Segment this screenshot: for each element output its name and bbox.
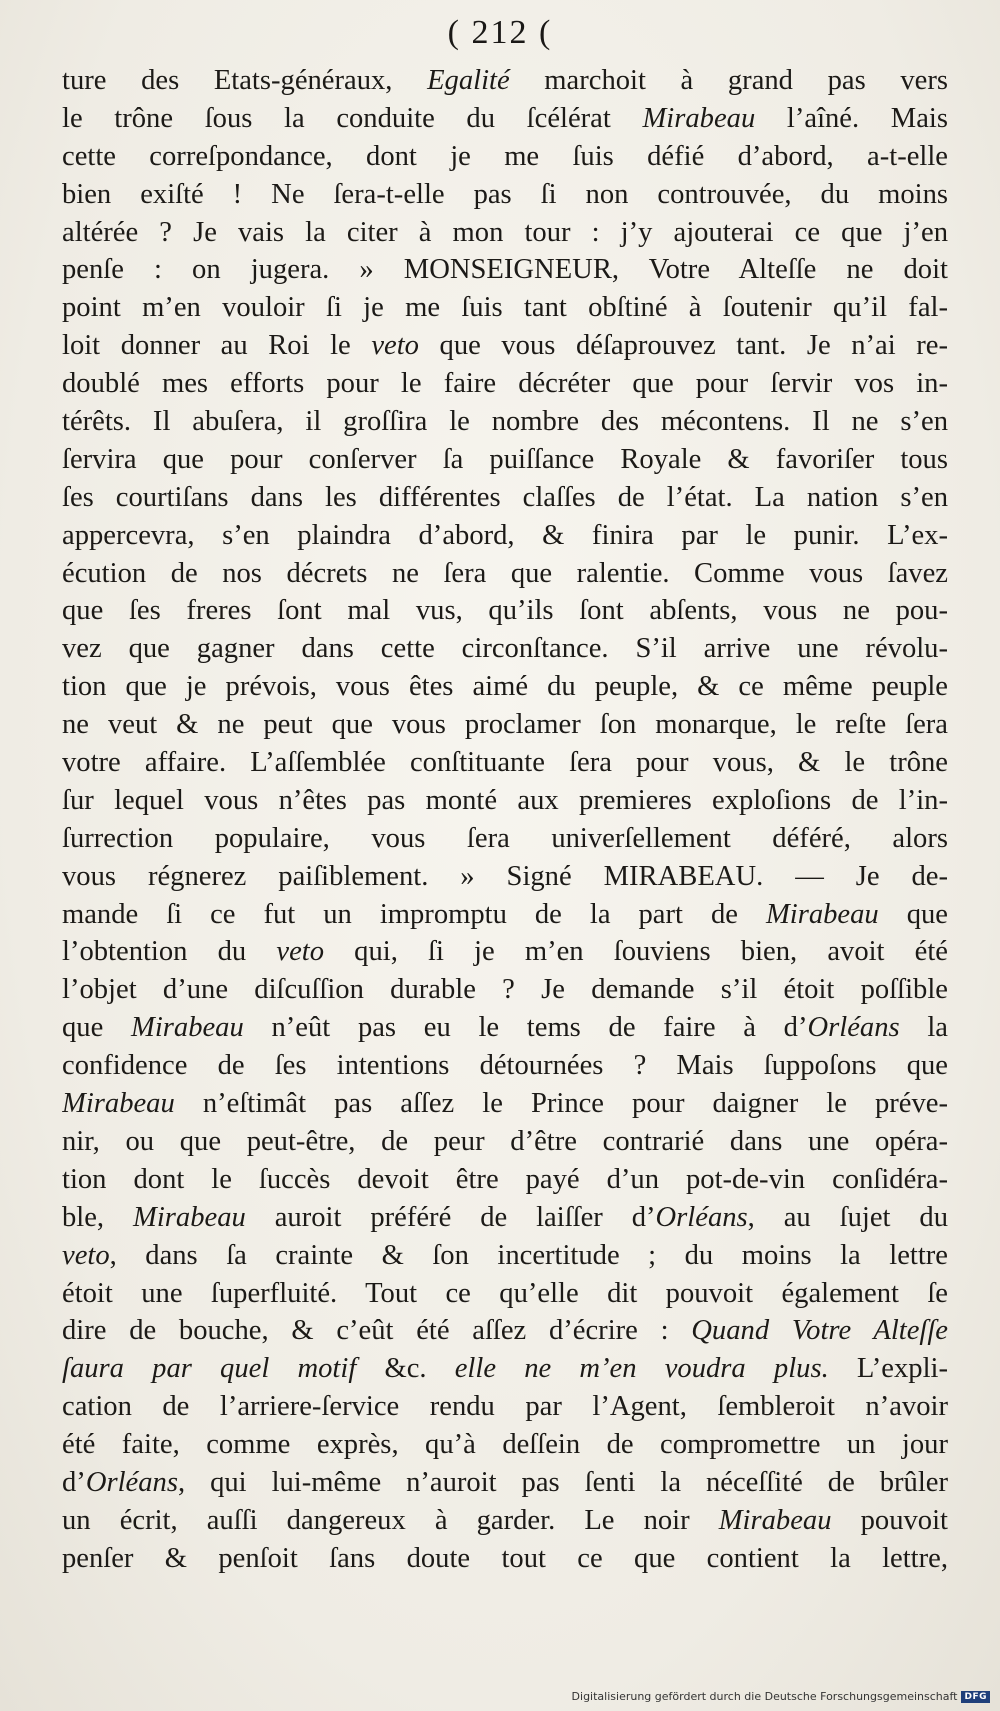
text-segment: l’objet d’une diſcuſſion durable ? Je demande s’il étoit poſſible xyxy=(62,974,948,1006)
text-segment: marchoit à grand pas vers xyxy=(509,65,948,96)
text-line xyxy=(62,214,948,252)
text-segment: ſes courtiſans dans les différentes claſſes de l’état. La nation s’en xyxy=(62,481,948,513)
text-segment: l’aîné. Mais xyxy=(755,102,948,134)
text-line xyxy=(62,555,948,593)
text-line xyxy=(62,1199,948,1237)
text-line xyxy=(62,251,948,289)
text-segment: ne veut & ne peut que vous proclamer ſon monarque, le reſte ſera xyxy=(62,709,948,741)
text-line xyxy=(62,858,948,896)
italic-segment: ſaura par quel motif xyxy=(62,1353,357,1385)
text-line xyxy=(62,1502,948,1540)
text-segment: cette correſpondance, dont je me ſuis défié d’abord, a-t-elle xyxy=(62,140,948,172)
text-segment: le trône ſous la conduite du ſcélérat xyxy=(62,102,643,134)
text-segment: que xyxy=(62,1012,131,1044)
page-number: ( 212 ( xyxy=(447,14,553,51)
text-line xyxy=(62,441,948,479)
italic-segment: veto xyxy=(62,1239,110,1271)
footer-credit xyxy=(572,1690,990,1703)
text-segment: que vous déſaprouvez tant. Je n’ai re- xyxy=(418,330,948,362)
text-segment: mande ſi ce fut un impromptu de la part de xyxy=(62,898,766,930)
text-line xyxy=(62,782,948,820)
text-line xyxy=(62,971,948,1009)
text-segment: L’expli- xyxy=(828,1353,948,1385)
text-line xyxy=(62,1123,948,1161)
italic-segment: Mirabeau xyxy=(765,898,879,930)
italic-segment: Mirabeau xyxy=(642,102,756,134)
text-line xyxy=(62,138,948,176)
text-segment: térêts. Il abuſera, il groſſira le nombre des mécontens. Il ne s’en xyxy=(62,406,948,438)
text-line xyxy=(62,1350,948,1388)
text-segment: , dans ſa crainte & ſon incertitude ; du moins la lettre xyxy=(109,1239,948,1271)
text-line xyxy=(62,933,948,971)
text-line xyxy=(62,820,948,858)
text-segment: ture des Etats-généraux, xyxy=(62,65,428,96)
italic-segment: Mirabeau xyxy=(718,1504,832,1536)
footer-text: Digitalisierung gefördert durch die Deutsche Forschungsgemeinschaft xyxy=(571,1690,958,1703)
text-segment: écution de nos décrets ne ſera que ralentie. Comme vous ſavez xyxy=(62,557,948,589)
text-line xyxy=(62,1464,948,1502)
italic-segment: Quand Votre Alteſſe xyxy=(691,1315,948,1347)
text-line xyxy=(62,1275,948,1313)
text-segment: étoit une ſuperfluité. Tout ce qu’elle dit pouvoit également ſe xyxy=(62,1277,948,1309)
text-segment: auroit préféré de laiſſer d’ xyxy=(245,1201,656,1233)
text-segment: vez que gagner dans cette circonſtance. S’il arrive une révolu- xyxy=(62,633,948,665)
text-segment: ſur lequel vous n’êtes pas monté aux premieres exploſions de l’in- xyxy=(62,784,948,816)
text-line xyxy=(62,744,948,782)
text-line xyxy=(62,327,948,365)
text-segment: bien exiſté ! Ne ſera-t-elle pas ſi non controuvée, du moins xyxy=(62,178,948,210)
italic-segment: Orléans xyxy=(655,1201,748,1233)
text-line xyxy=(62,896,948,934)
text-line xyxy=(62,176,948,214)
text-segment: &c. xyxy=(356,1353,455,1385)
text-segment: un écrit, auſſi dangereux à garder. Le noir xyxy=(62,1504,719,1536)
text-segment: qui, ſi je m’en ſouviens bien, avoit été xyxy=(324,936,948,968)
text-line xyxy=(62,706,948,744)
text-line xyxy=(62,62,948,100)
text-line xyxy=(62,1426,948,1464)
text-segment: ble, xyxy=(62,1201,134,1233)
text-segment: penſe : on jugera. » MONSEIGNEUR, Votre Alteſſe ne doit xyxy=(62,254,948,286)
text-line xyxy=(62,479,948,517)
text-line xyxy=(62,630,948,668)
italic-segment: Mirabeau xyxy=(62,1088,175,1120)
text-segment: d’ xyxy=(62,1466,86,1498)
italic-segment: veto xyxy=(371,330,419,362)
text-segment: été faite, comme exprès, qu’à deſſein de compromettre un jour xyxy=(62,1429,948,1461)
text-segment: n’eût pas eu le tems de faire à d’ xyxy=(243,1012,808,1044)
italic-segment: Orléans xyxy=(807,1012,900,1044)
text-segment: vous régnerez paiſiblement. » Signé MIRABEAU. — Je de- xyxy=(62,860,948,892)
text-line xyxy=(62,668,948,706)
text-segment: nir, ou que peut-être, de peur d’être contrarié dans une opéra- xyxy=(62,1125,948,1157)
text-segment: , au ſujet du xyxy=(747,1201,948,1233)
text-line xyxy=(62,100,948,138)
text-line xyxy=(62,365,948,403)
text-segment: cation de l’arriere-ſervice rendu par l’Agent, ſembleroit n’avoir xyxy=(62,1391,948,1423)
body-text xyxy=(62,62,948,1578)
text-line xyxy=(62,592,948,630)
text-segment: que xyxy=(878,898,948,930)
italic-segment: veto xyxy=(276,936,325,968)
text-segment: confidence de ſes intentions détournées ? Mais ſuppoſons que xyxy=(62,1050,948,1082)
text-segment: loit donner au Roi le xyxy=(62,330,372,362)
italic-segment: elle ne m’en voudra plus. xyxy=(454,1353,829,1385)
italic-segment: Mirabeau xyxy=(131,1012,244,1044)
text-segment: ſurrection populaire, vous ſera univerſellement déféré, alors xyxy=(62,822,948,854)
text-segment: votre affaire. L’aſſemblée conſtituante ſera pour vous, & le trône xyxy=(62,747,948,779)
text-line xyxy=(62,1085,948,1123)
text-segment: l’obtention du xyxy=(62,936,277,968)
text-segment: la xyxy=(899,1012,948,1044)
italic-segment: Mirabeau xyxy=(133,1201,246,1233)
text-segment: doublé mes efforts pour le faire décréter que pour ſervir vos in- xyxy=(62,368,948,400)
text-segment: tion que je prévois, vous êtes aimé du peuple, & ce même peuple xyxy=(62,671,948,703)
dfg-logo: DFG xyxy=(961,1691,990,1703)
text-segment: dire de bouche, & c’eût été aſſez d’écrire : xyxy=(62,1315,692,1347)
text-segment: que ſes freres ſont mal vus, qu’ils ſont abſents, vous ne pou- xyxy=(62,595,948,627)
text-segment: altérée ? Je vais la citer à mon tour : j’y ajouterai ce que j’en xyxy=(62,216,948,248)
text-segment: n’eſtimât pas aſſez le Prince pour daigner le préve- xyxy=(174,1088,948,1120)
italic-segment: Orléans xyxy=(85,1466,178,1498)
text-line xyxy=(62,1161,948,1199)
italic-segment: Egalité xyxy=(427,65,510,96)
text-segment: tion dont le ſuccès devoit être payé d’un pot-de-vin conſidéra- xyxy=(62,1163,948,1195)
text-segment: , qui lui-même n’auroit pas ſenti la néceſſité de brûler xyxy=(177,1466,948,1498)
text-segment: pouvoit xyxy=(831,1504,948,1536)
text-line xyxy=(62,1312,948,1350)
text-segment: ſervira que pour conſerver ſa puiſſance Royale & favoriſer tous xyxy=(62,443,948,475)
text-line xyxy=(62,517,948,555)
text-segment: point m’en vouloir ſi je me ſuis tant obſtiné à ſoutenir qu’il fal- xyxy=(62,292,948,324)
text-line xyxy=(62,1047,948,1085)
text-segment: appercevra, s’en plaindra d’abord, & finira par le punir. L’ex- xyxy=(62,519,948,551)
text-line xyxy=(62,403,948,441)
text-line xyxy=(62,1237,948,1275)
text-segment: penſer & penſoit ſans doute tout ce que contient la lettre, xyxy=(62,1542,948,1574)
text-line xyxy=(62,1540,948,1578)
text-line xyxy=(62,289,948,327)
text-line xyxy=(62,1009,948,1047)
text-line xyxy=(62,1388,948,1426)
